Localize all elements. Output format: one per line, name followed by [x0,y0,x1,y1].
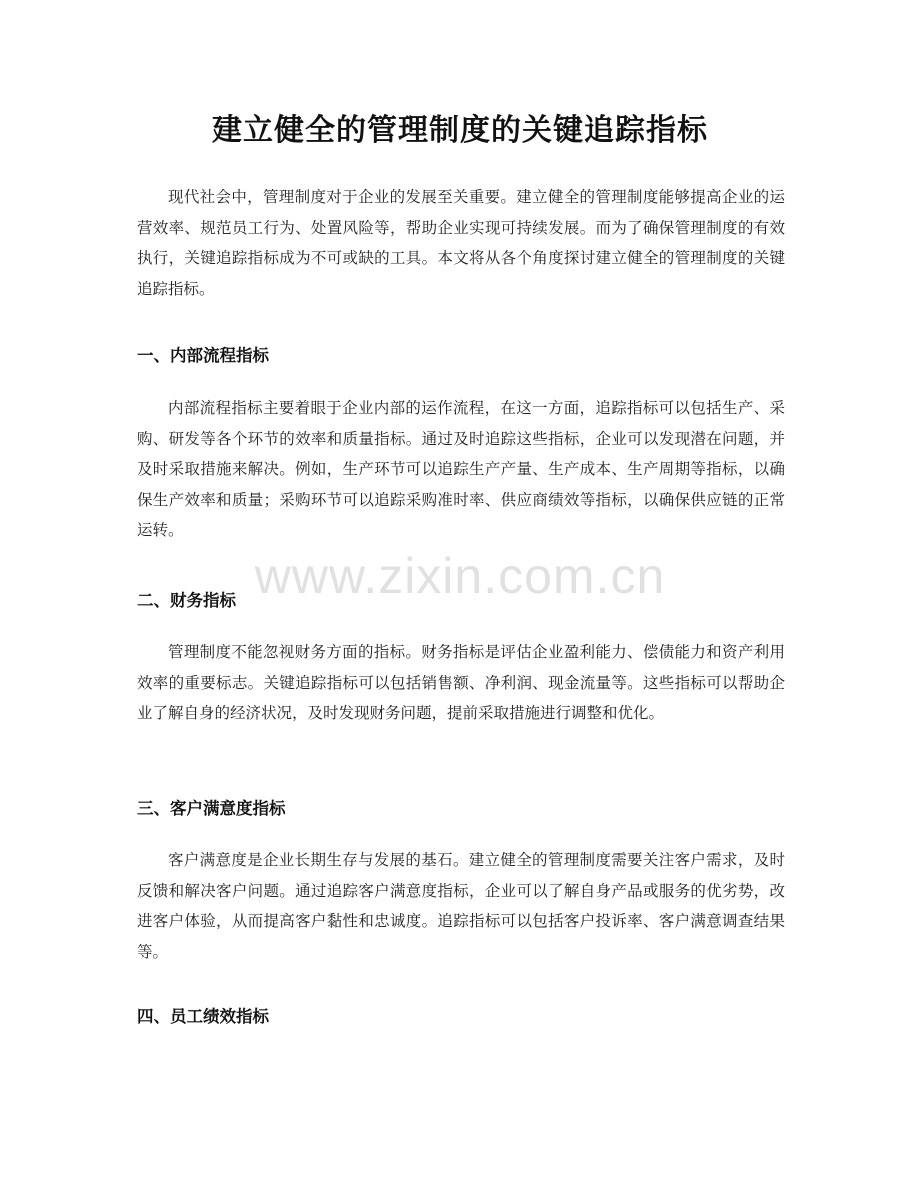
page-title: 建立健全的管理制度的关键追踪指标 [212,113,708,148]
watermark-text: www.zixin.com.cn [254,548,666,604]
intro-paragraph: 现代社会中，管理制度对于企业的发展至关重要。建立健全的管理制度能够提高企业的运营效率、规范员工行为、处置风险等，帮助企业实现可持续发展。而为了确保管理制度的有效执行，关键追踪指标成为不可或缺的工具。本文将从各个角度探讨建立健全的管理制度的关键追踪指标。 [137,188,785,298]
section-heading-finance: 二、财务指标 [137,591,236,610]
section-heading-employee-performance: 四、员工绩效指标 [137,1007,269,1026]
section-body-finance: 管理制度不能忽视财务方面的指标。财务指标是评估企业盈利能力、偿债能力和资产利用效率的重要标志。关键追踪指标可以包括销售额、净利润、现金流量等。这些指标可以帮助企业了解自身的经济状况，及时发现财务问题，提前采取措施进行调整和优化。 [137,643,785,723]
section-heading-internal-process: 一、内部流程指标 [137,346,269,365]
section-body-customer-satisfaction: 客户满意度是企业长期生存与发展的基石。建立健全的管理制度需要关注客户需求，及时反馈和解决客户问题。通过追踪客户满意度指标，企业可以了解自身产品或服务的优劣势，改进客户体验，从而提高客户黏性和忠诚度。追踪指标可以包括客户投诉率、客户满意调查结果等。 [137,851,785,961]
section-heading-customer-satisfaction: 三、客户满意度指标 [137,799,286,818]
section-body-internal-process: 内部流程指标主要着眼于企业内部的运作流程，在这一方面，追踪指标可以包括生产、采购、研发等各个环节的效率和质量指标。通过及时追踪这些指标，企业可以发现潜在问题，并及时采取措施来解决。例如，生产环节可以追踪生产产量、生产成本、生产周期等指标，以确保生产效率和质量；采购环节可以追踪采购准时率、供应商绩效等指标，以确保供应链的正常运转。 [137,399,785,540]
